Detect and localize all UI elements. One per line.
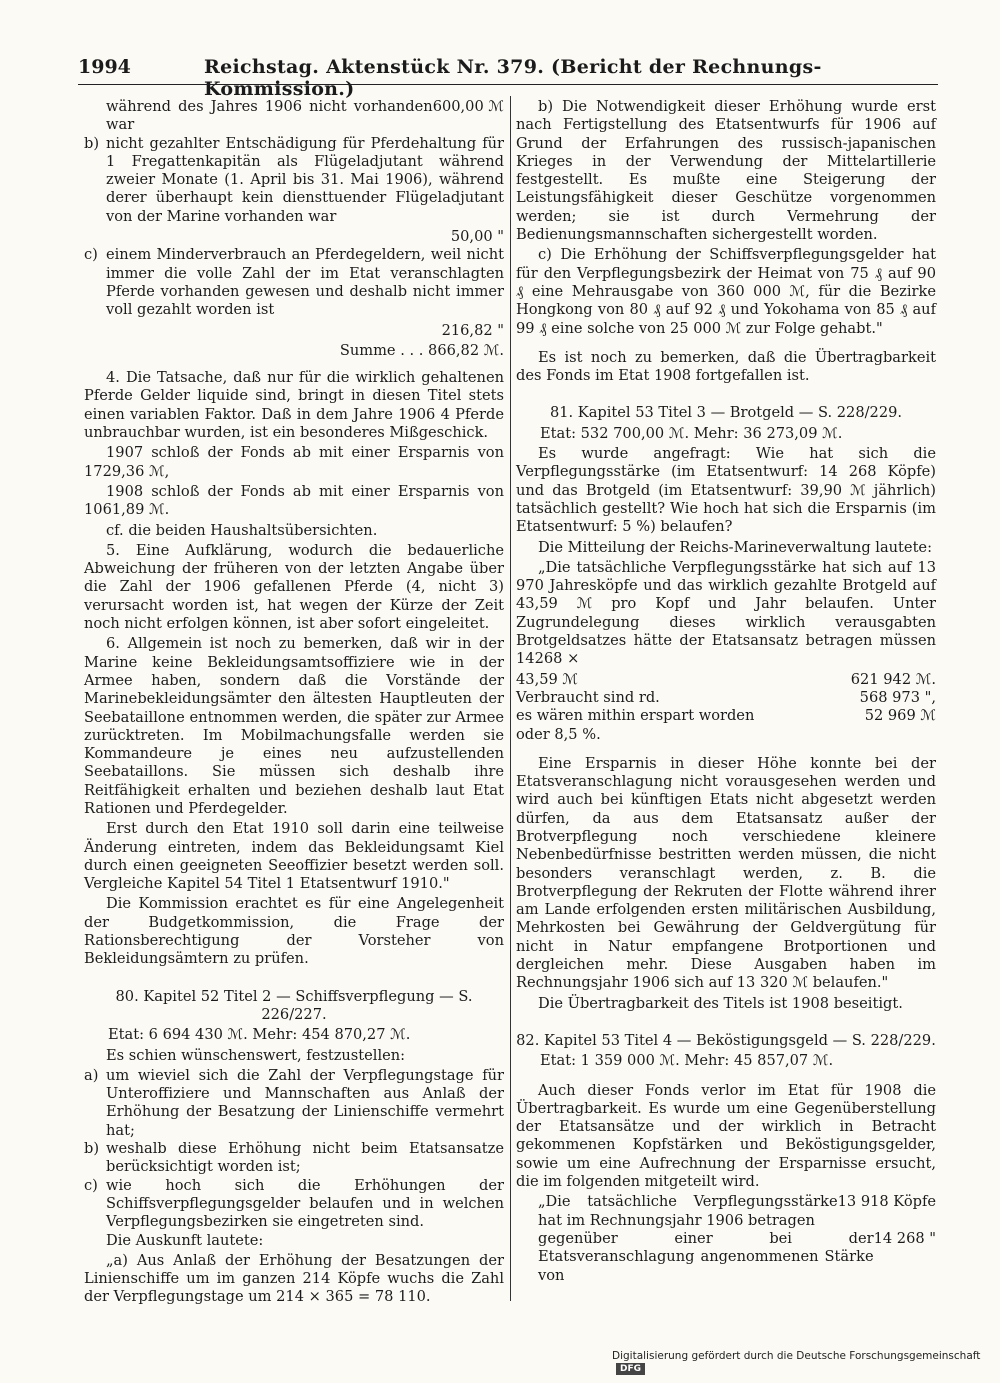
answer-b: b) Die Notwendigkeit dieser Erhöhung wurde erst nach Fertigstellung des Etatsentwurfs für 1906 auf Grund der Erfahrungen des russisch-japanischen Krieges in der Verwendung der Mittelartillerie festgestellt. Es mußte eine Steigerung der Leistungsfähigkeit dieser Geschütze vorgenommen werden; sie ist durch Vermehrung der Bedienungsmannschaften sichergestellt worden. — [516, 98, 936, 244]
section-81-question: Es wurde angefragt: Wie hat sich die Verpflegungsstärke (im Etatsentwurf: 14 268 Köpfe) und das Brotgeld (im Etatsentwurf: 39,90 ℳ jährlich) tatsächlich gestellt? Wie hoch hat sich die Ersparnis (im Etatsentwurf: 5 %) belaufen? — [516, 445, 936, 536]
note-uebertragbarkeit: Es ist noch zu bemerken, daß die Übertragbarkeit des Fonds im Etat 1908 fortgefallen ist. — [516, 348, 936, 385]
section-81-paragraph: Eine Ersparnis in dieser Höhe konnte bei der Etatsveranschlagung nicht vorausgesehen werden und wird auch bei künftigen Etats nicht abgesetzt werden dürfen, da aus dem Etatsansatz außer der Brotverpflegung noch verschiedene kleinere Nebenbedürfnisse bestritten werden müssen, die nicht besonders veranschlagt werden, z. B. die Brotverpflegung der Rekruten der Flotte während ihrer am Lande erfolgenden ersten militärischen Ausbildung, Mehrkosten bei Gewährung der Geldvergütung für nicht in Natur empfangene Brotportionen und dergleichen mehr. Diese Ausgaben haben im Rechnungsjahr 1906 sich auf 13 320 ℳ belaufen." — [516, 754, 936, 992]
section-80-answer-a: „a) Aus Anlaß der Erhöhung der Besatzungen der Linienschiffe um im ganzen 214 Köpfe wuchs die Zahl der Verpflegungstage um 214 × 365 = 78 110. — [84, 1251, 504, 1306]
section-81-mitteilung: Die Mitteilung der Reichs-Marineverwaltung lautete: — [538, 538, 932, 556]
sum-line: Summe . . . 866,82 ℳ. — [339, 341, 504, 359]
section-80-item-b: b) weshalb diese Erhöhung nicht beim Etatsansatze berücksichtigt worden ist; — [84, 1140, 504, 1176]
paragraph-kommission: Die Kommission erachtet es für eine Angelegenheit der Budgetkommission, die Frage der Rationsberechtigung der Vorsteher von Bekleidungsämtern zu prüfen. — [84, 895, 504, 968]
paragraph-erst: Erst durch den Etat 1910 soll darin eine teilweise Änderung eintreten, indem das Bekleidungsamt Kiel durch einen geeigneten Seeoffizier besetzt werden soll. Vergleiche Kapitel 54 Titel 1 Etatsentwurf 1910." — [84, 820, 504, 893]
section-80-item-a: a) um wieviel sich die Zahl der Verpflegungstage für Unteroffiziere und Mannschaften aus Anlaß der Erhöhung der Besatzung der Linienschiffe vermehrt hat; — [84, 1066, 504, 1139]
section-81-title: 81. Kapitel 53 Titel 3 — Brotgeld — S. 228/229. — [549, 404, 903, 422]
calc-line-2: Verbraucht sind rd. 568 973 ", — [516, 688, 936, 706]
calc-line-4: oder 8,5 %. — [516, 725, 601, 743]
running-title: Reichstag. Aktenstück Nr. 379. (Bericht der Rechnungs-Kommission.) — [204, 56, 822, 100]
paragraph-4: 4. Die Tatsache, daß nur für die wirklich gehaltenen Pferde Gelder liquide sind, bringt in diesen Titel stets einen variablen Faktor. Daß in dem Jahre 1906 4 Pferde unbrauchbar wurden, ist ein besonderes Mißgeschick. — [84, 369, 504, 442]
section-80-intro: Es schien wünschenswert, festzustellen: — [106, 1046, 406, 1064]
section-81-etat: Etat: 532 700,00 ℳ. Mehr: 36 273,09 ℳ. — [540, 424, 843, 442]
calc-line-1: 43,59 ℳ 621 942 ℳ. — [516, 670, 936, 688]
right-column — [516, 98, 936, 1285]
footer-credit — [612, 1350, 1000, 1375]
column-divider — [510, 96, 511, 1301]
item-a-amount: 600,00 ℳ — [432, 98, 504, 115]
item-c-amount: 216,82 " — [441, 321, 504, 339]
answer-c: c) Die Erhöhung der Schiffsverpflegungsgelder hat für den Verpflegungsbezirk der Heimat von 75 ₰ auf 90 ₰ eine Mehrausgabe von 360 000 ℳ, für die Bezirke Hongkong von 80 ₰ auf 92 ₰ und Yokohama von 85 ₰ auf 99 ₰ eine solche von 25 000 ℳ zur Folge gehabt." — [516, 246, 936, 337]
item-b: b) nicht gezahlter Entschädigung für Pferdehaltung für 1 Fregattenkapitän als Flügeladjutant während zweier Monate (1. April bis 31. Mai 1906), während derer überhaupt kein diensttuender Flügeladjutant von der Marine vorhanden war — [84, 134, 504, 225]
header-rule — [78, 84, 938, 85]
section-80-item-c: c) wie hoch sich die Erhöhungen der Schiffsverpflegungsgelder belaufen und in welchen Verpflegungsbezirken sie eingetreten sind. — [84, 1176, 504, 1231]
item-a-continuation — [84, 98, 504, 135]
section-81-quote: „Die tatsächliche Verpflegungsstärke hat sich auf 13 970 Jahresköpfe und das wirklich gezahlte Brotgeld auf 43,59 ℳ pro Kopf und Jahr belaufen. Unter Zugrundelegung dieses wirklich verausgabten Brotgeldsatzes hätte der Etatsansatz betragen müssen 14268 × — [516, 558, 936, 668]
section-82-etat: Etat: 1 359 000 ℳ. Mehr: 45 857,07 ℳ. — [540, 1052, 834, 1070]
paragraph-1907: 1907 schloß der Fonds ab mit einer Ersparnis von 1729,36 ℳ, — [84, 444, 504, 480]
paragraph-cf: cf. die beiden Haushaltsübersichten. — [106, 521, 378, 539]
page-header — [78, 56, 938, 100]
paragraph-1908: 1908 schloß der Fonds ab mit einer Ersparnis von 1061,89 ℳ. — [84, 482, 504, 519]
section-82-quote-line-2: gegenüber einer bei der Etatsveranschlagung angenommenen Stärke von 14 268 " — [538, 1229, 936, 1284]
paragraph-5: 5. Eine Aufklärung, wodurch die bedauerliche Abweichung der früheren von der letzten Angabe über die Zahl der 1906 gefallenen Pferde (4, nicht 3) verursacht worden ist, hat wegen der Kürze der Zeit noch nicht erfolgen können, ist aber sofort eingeleitet. — [84, 541, 504, 633]
section-81-uebertragbarkeit: Die Übertragbarkeit des Titels ist 1908 beseitigt. — [538, 994, 903, 1012]
item-a-text: während des Jahres 1906 nicht vorhanden war — [106, 98, 433, 134]
section-82-paragraph: Auch dieser Fonds verlor im Etat für 1908 die Übertragbarkeit. Es wurde um eine Gegenüberstellung der Etatsansätze und der wirklich in Betracht gekommenen Kopfstärken und Beköstigungsgelder, sowie um eine Aufrechnung der Ersparnisse ersucht, die im folgenden mitgeteilt wird. — [516, 1081, 936, 1191]
section-80-auskunft: Die Auskunft lautete: — [106, 1231, 264, 1249]
section-82-quote-line-1: „Die tatsächliche Verpflegungsstärke hat im Rechnungsjahr 1906 betragen 13 918 Köpfe — [538, 1193, 936, 1229]
item-b-text: nicht gezahlter Entschädigung für Pferdehaltung für 1 Fregattenkapitän als Flügeladjutant während zweier Monate (1. April bis 31. Mai 1906), während derer überhaupt kein diensttuender Flügeladjutant von der Marine vorhanden war — [106, 134, 504, 225]
item-c: c) einem Minderverbrauch an Pferdegeldern, weil nicht immer die volle Zahl der im Etat veranschlagten Pferde vorhanden gewesen und deshalb nicht immer voll gezahlt worden ist — [84, 246, 504, 319]
section-80-title: 80. Kapitel 52 Titel 2 — Schiffsverpflegung — S. 226/227. — [115, 987, 473, 1023]
calc-line-3: es wären mithin erspart worden 52 969 ℳ — [516, 707, 936, 725]
item-b-amount: 50,00 " — [450, 228, 504, 246]
dfg-logo: DFG — [616, 1363, 645, 1375]
section-80-etat: Etat: 6 694 430 ℳ. Mehr: 454 870,27 ℳ. — [108, 1026, 411, 1044]
footer-text: Digitalisierung gefördert durch die Deutsche Forschungsgemeinschaft — [612, 1350, 981, 1362]
section-82-title: 82. Kapitel 53 Titel 4 — Beköstigungsgeld — S. 228/229. — [516, 1031, 936, 1049]
left-column — [84, 98, 504, 1309]
page-number: 1994 — [78, 56, 131, 78]
paragraph-6: 6. Allgemein ist noch zu bemerken, daß wir in der Marine keine Bekleidungsamtsoffiziere wie in der Armee haben, sondern daß die Vorstände der Marinebekleidungsämter den ältesten Hauptleuten der Seebataillone entnommen werden, die später zur Armee zurücktreten. Im Mobilmachungsfalle werden sie Kommandeure je eines neu aufzustellenden Seebataillons. Sie müssen sich deshalb ihre Reitfähigkeit erhalten und beziehen deshalb laut Etat Rationen und Pferdegelder. — [84, 635, 504, 817]
item-c-text: einem Minderverbrauch an Pferdegeldern, weil nicht immer die volle Zahl der im Etat veranschlagten Pferde vorhanden gewesen und deshalb nicht immer voll gezahlt worden ist — [106, 246, 504, 319]
